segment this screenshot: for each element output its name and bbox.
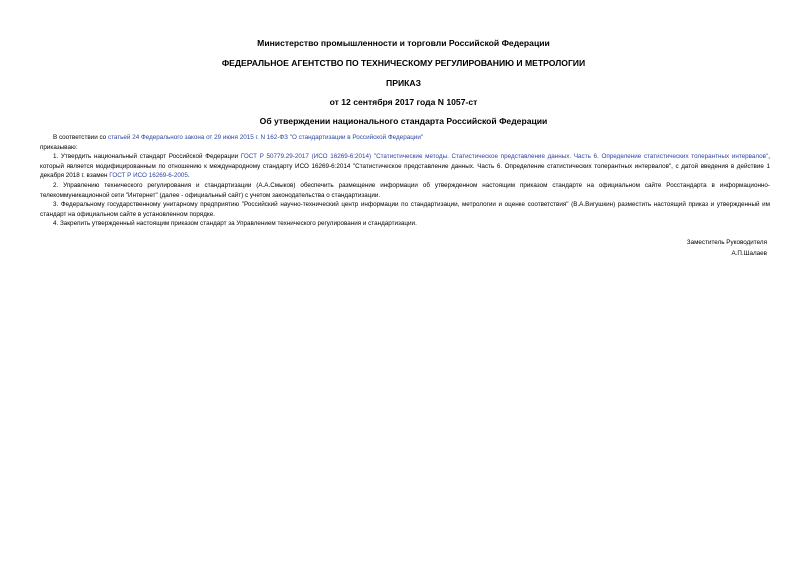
item-1-text-a: 1. Утвердить национальный стандарт Российской Федерации	[53, 153, 241, 161]
preamble-lead: В соответствии со	[53, 134, 108, 141]
item-1	[40, 152, 770, 181]
document-type: ПРИКАЗ	[386, 78, 421, 88]
order-body	[40, 133, 770, 229]
ministry-heading: Министерство промышленности и торговли Российской Федерации	[257, 38, 550, 48]
agency-heading: ФЕДЕРАЛЬНОЕ АГЕНТСТВО ПО ТЕХНИЧЕСКОМУ РЕГУЛИРОВАНИЮ И МЕТРОЛОГИИ	[221, 58, 586, 68]
order-word: приказываю:	[40, 143, 78, 151]
law-link[interactable]: статьей 24 Федерального закона от 29 июня 2015 г. N 162-ФЗ "О стандартизации в Российской Федерации"	[107, 134, 424, 141]
item-3: 3. Федеральному государственному унитарному предприятию "Российский научно-технический центр информации по стандартизации, метрологии и оценке соответствия" (В.А.Вигушкин) разместить настоящий приказ и утвержденный им стандарт на официальном сайте в установленном порядке.	[40, 201, 770, 218]
preamble	[40, 133, 770, 143]
signature-name: А.П.Шалаев	[731, 250, 767, 257]
order-subject: Об утверждении национального стандарта Российской Федерации	[259, 116, 548, 126]
item-2: 2. Управлению технического регулирования и стандартизации (А.А.Смыков) обеспечить размещение информации об утвержденном настоящим приказом стандарте на официальном сайте Росстандарта в информационно-телекоммуникационной сети "Интернет" (далее - официальный сайт) с учетом законодательства о стандартизации.	[40, 181, 770, 199]
item-1-text-b: , который является модифицированным по отношению к международному стандарту ИСО 16269-6:2014 "Статистическое представление данных. Часть 6. Определение статистических толерантных интервалов", с датой введения в действие 1 декабря 2018 г. взамен	[40, 153, 770, 180]
item-4: 4. Закрепить утвержденный настоящим приказом стандарт за Управлением технического регулирования и стандартизации.	[53, 220, 417, 228]
standard-link[interactable]: ГОСТ Р 50779.29-2017 (ИСО 16269-6:2014) "Статистические методы. Статистическое представление данных. Часть 6. Определение статистических толерантных интервалов"	[240, 153, 769, 161]
signature-position: Заместитель Руководителя	[686, 239, 767, 246]
item-1-text-c: .	[187, 172, 190, 180]
order-date-number: от 12 сентября 2017 года N 1057-ст	[329, 97, 478, 107]
replaced-standard-link[interactable]: ГОСТ Р ИСО 16269-6-2005	[109, 172, 188, 180]
